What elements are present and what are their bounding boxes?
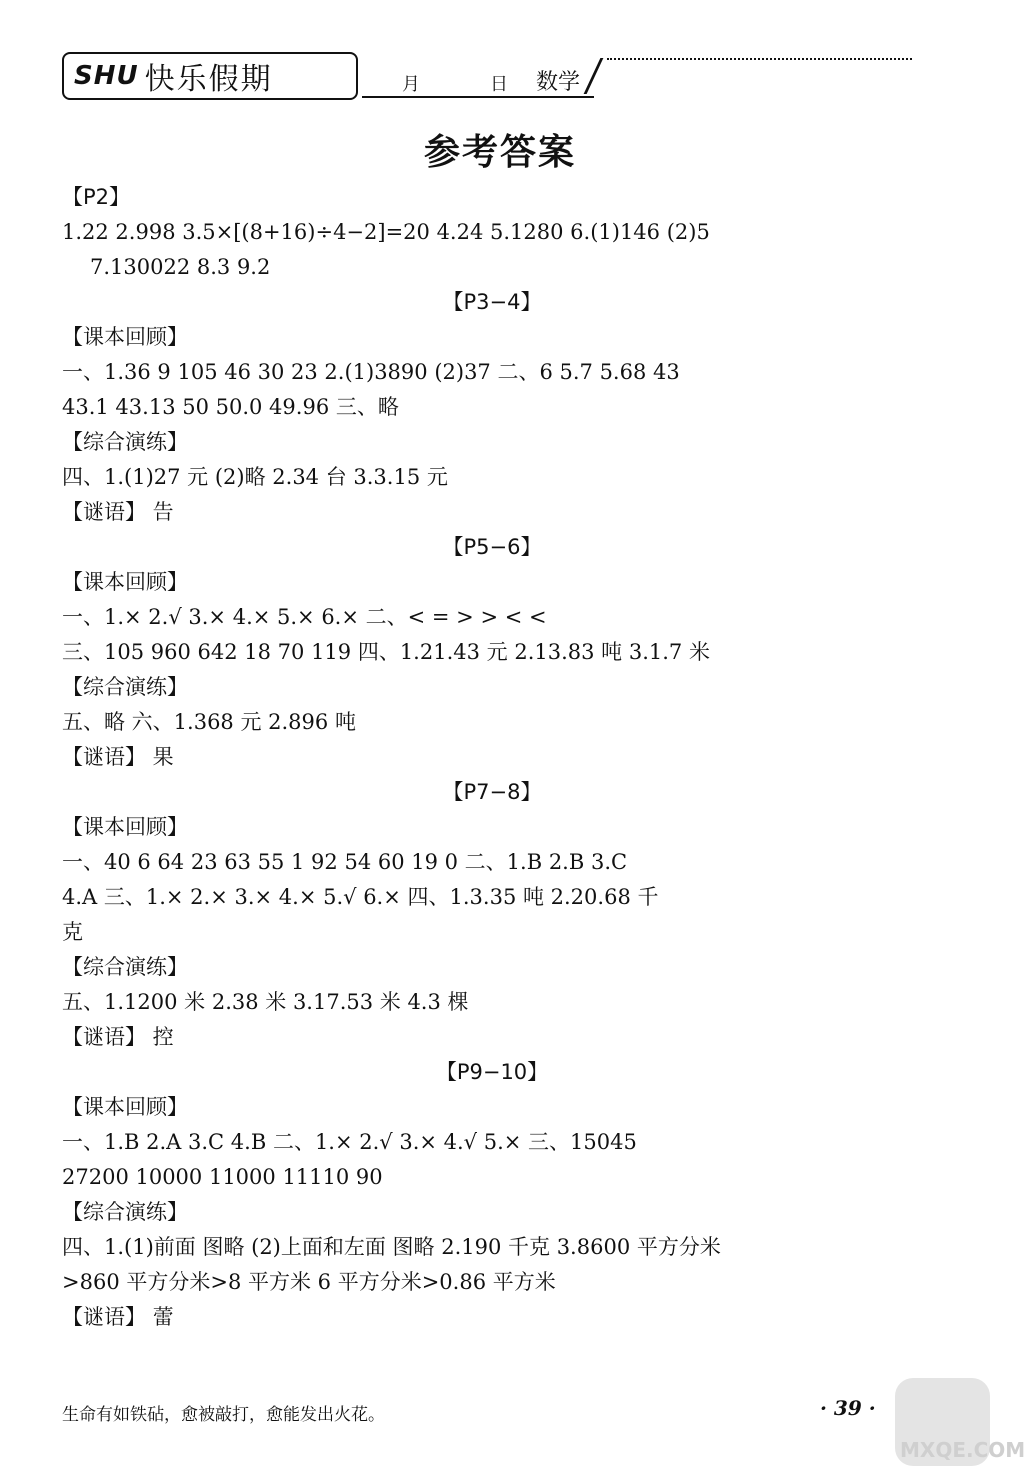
answer-line: 四、1.(1)27 元 (2)略 2.34 台 3.3.15 元 (62, 465, 448, 489)
logo-chinese-text: 快乐假期 (144, 62, 273, 97)
header-dotted-rule (607, 58, 912, 60)
section-label: 【P2】 (62, 185, 131, 209)
section-label: 【课本回顾】 (62, 815, 188, 839)
answer-line: 五、略 六、1.368 元 2.896 吨 (62, 710, 356, 734)
section-label: 【课本回顾】 (62, 325, 188, 349)
section-label: 【谜语】 蕾 (62, 1305, 174, 1329)
logo-latin-text: SHU (74, 61, 139, 91)
answer-content (62, 180, 922, 1335)
brand-logo (62, 52, 358, 100)
section-label: 【谜语】 控 (62, 1025, 174, 1049)
answer-line: >860 平方分米>8 平方米 6 平方分米>0.86 平方米 (62, 1270, 556, 1294)
answer-line: 五、1.1200 米 2.38 米 3.17.53 米 4.3 棵 (62, 990, 469, 1014)
section-label: 【综合演练】 (62, 955, 188, 979)
section-label: 【谜语】 告 (62, 500, 174, 524)
section-label: 【综合演练】 (62, 1200, 188, 1224)
answer-line: 1.22 2.998 3.5×[(8+16)÷4−2]=20 4.24 5.1280 6.(1)146 (2)5 (62, 220, 710, 244)
section-label: 【课本回顾】 (62, 1095, 188, 1119)
subject-label: 数学 (536, 70, 581, 95)
section-label: 【课本回顾】 (62, 570, 188, 594)
page-header (62, 52, 917, 104)
answer-line: 克 (62, 920, 83, 944)
section-label: 【综合演练】 (62, 430, 188, 454)
page-title: 参考答案 (423, 132, 576, 173)
answer-line: 一、1.36 9 105 46 30 23 2.(1)3890 (2)37 二、6 5.7 5.68 43 (62, 360, 680, 384)
answer-line: 一、40 6 64 23 63 55 1 92 54 60 19 0 二、1.B 2.B 3.C (62, 850, 628, 874)
answer-line: 一、1.B 2.A 3.C 4.B 二、1.× 2.√ 3.× 4.√ 5.× 三、15045 (62, 1130, 637, 1154)
answer-line: 43.1 43.13 50 50.0 49.96 三、略 (62, 395, 399, 419)
answer-line: 四、1.(1)前面 图略 (2)上面和左面 图略 2.190 千克 3.8600 平方分米 (62, 1235, 721, 1259)
section-label: 【谜语】 果 (62, 745, 174, 769)
section-heading: 【P5−6】 (442, 535, 542, 559)
date-subject-line (362, 66, 594, 98)
answer-line: 三、105 960 642 18 70 119 四、1.21.43 元 2.13.83 吨 3.1.7 米 (62, 640, 710, 664)
day-label: 日 (490, 74, 508, 95)
footer-motto: 生命有如铁砧，愈被敲打，愈能发出火花。 (62, 1405, 385, 1425)
month-label: 月 (402, 74, 420, 95)
section-label: 【综合演练】 (62, 675, 188, 699)
answer-line: 4.A 三、1.× 2.× 3.× 4.× 5.√ 6.× 四、1.3.35 吨 2.20.68 千 (62, 885, 659, 909)
answer-line: 7.130022 8.3 9.2 (90, 255, 271, 279)
answer-line: 27200 10000 11000 11110 90 (62, 1165, 383, 1189)
answer-line: 一、1.× 2.√ 3.× 4.× 5.× 6.× 二、< = > > < < (62, 605, 547, 629)
page-number: · 39 · (820, 1396, 876, 1420)
section-heading: 【P3−4】 (442, 290, 542, 314)
watermark-text: MXQE.COM (900, 1438, 1025, 1462)
section-heading: 【P7−8】 (442, 780, 542, 804)
section-heading: 【P9−10】 (435, 1060, 549, 1084)
